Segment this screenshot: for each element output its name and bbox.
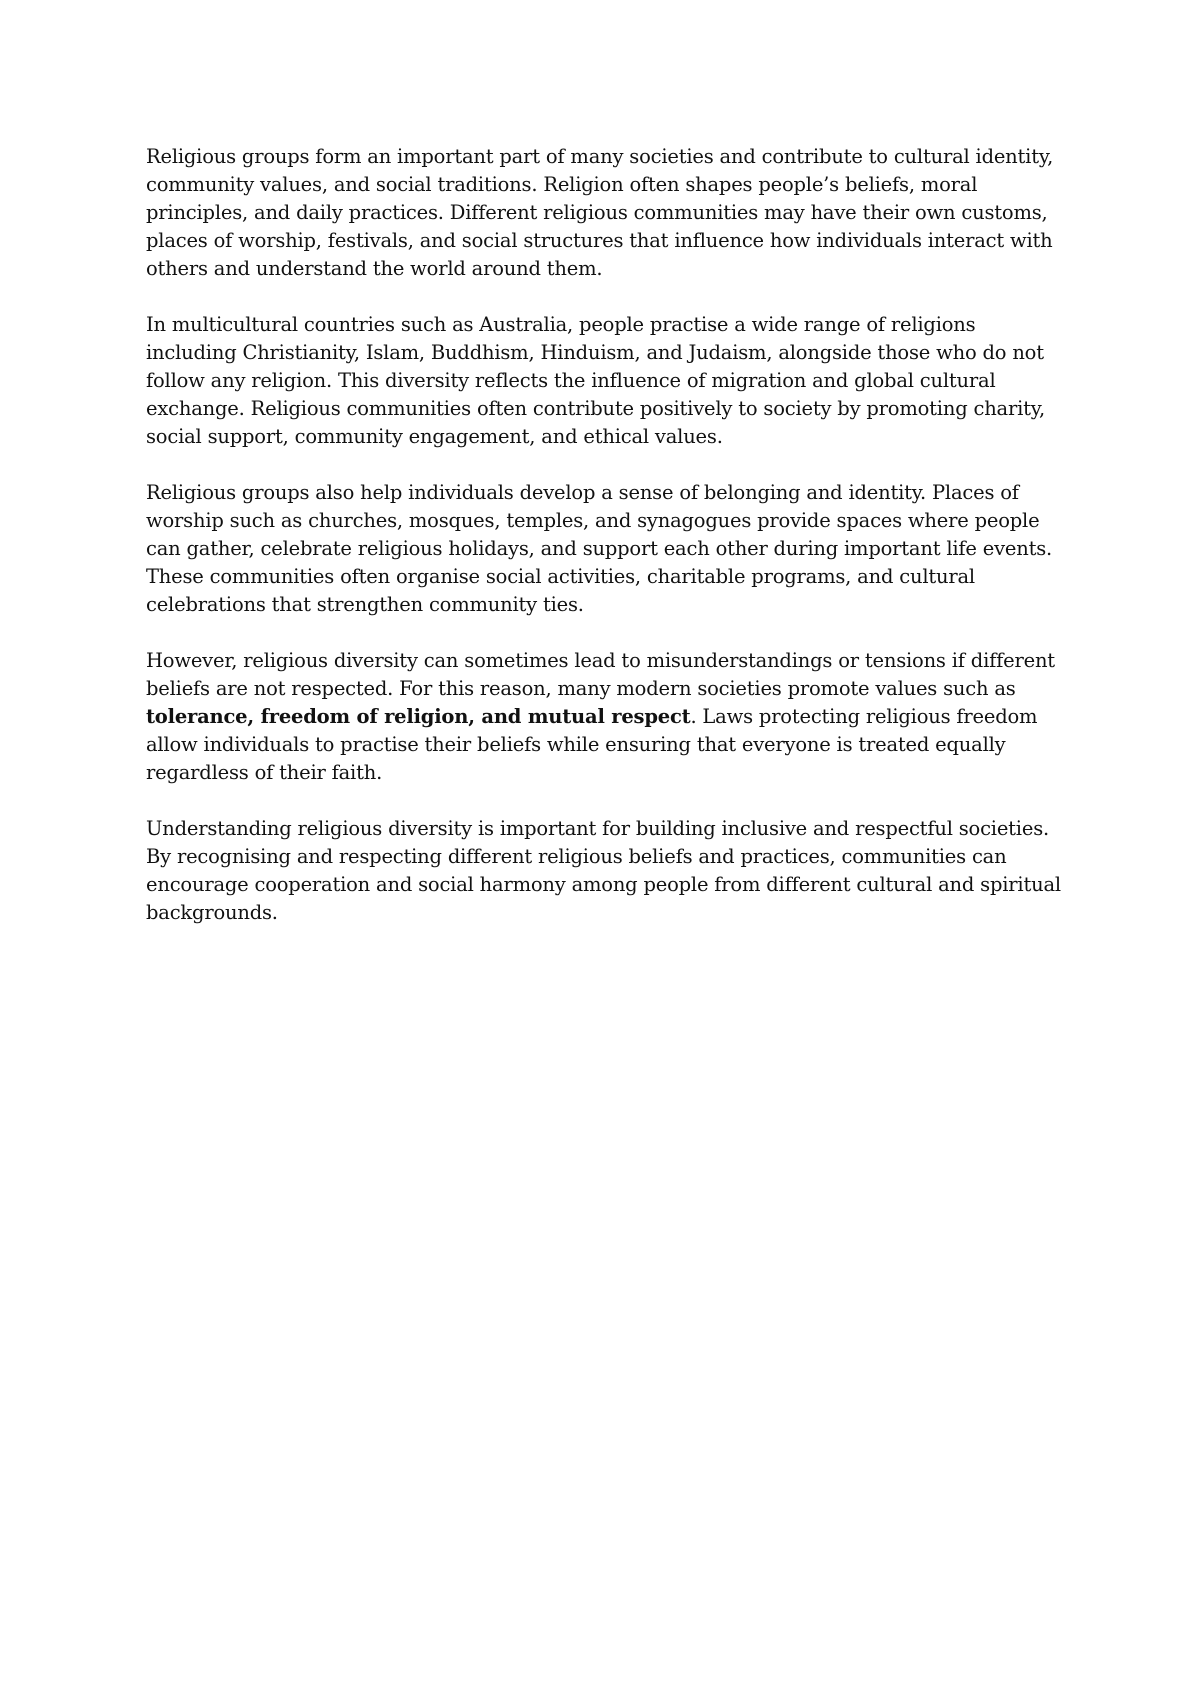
paragraph-1: Religious groups form an important part of many societies and contribute to cultural identity, community values, and social traditions. Religion often shapes people’s beliefs, moral principles, and daily practices. Different religious communities may have their own customs, places of worship, festivals, and social structures that influence how individuals interact with others and understand the world around them. xyxy=(146,145,1054,280)
paragraph-2: In multicultural countries such as Australia, people practise a wide range of religions including Christianity, Islam, Buddhism, Hinduism, and Judaism, alongside those who do not follow any religion. This diversity reflects the influence of migration and global cultural exchange. Religious communities often contribute positively to society by promoting charity, social support, community engagement, and ethical values. xyxy=(146,313,1046,448)
document-body xyxy=(146,143,1066,955)
paragraph-4 xyxy=(146,647,1066,787)
paragraph-3: Religious groups also help individuals develop a sense of belonging and identity. Places of worship such as churches, mosques, temples, and synagogues provide spaces where people can gather, celebrate religious holidays, and support each other during important life events. These communities often organise social activities, charitable programs, and cultural celebrations that strengthen community ties. xyxy=(146,481,1053,616)
paragraph-4-bold-text: tolerance, freedom of religion, and mutual respect xyxy=(146,705,691,728)
paragraph-4-text-after: . Laws protecting religious freedom allow individuals to practise their beliefs while ensuring that everyone is treated equally regardless of their faith. xyxy=(146,705,1038,784)
paragraph-5: Understanding religious diversity is important for building inclusive and respectful societies. By recognising and respecting different religious beliefs and practices, communities can encourage cooperation and social harmony among people from different cultural and spiritual backgrounds. xyxy=(146,817,1061,924)
paragraph-4-text-before: However, religious diversity can sometimes lead to misunderstandings or tensions if different beliefs are not respected. For this reason, many modern societies promote values such as xyxy=(146,649,1055,700)
